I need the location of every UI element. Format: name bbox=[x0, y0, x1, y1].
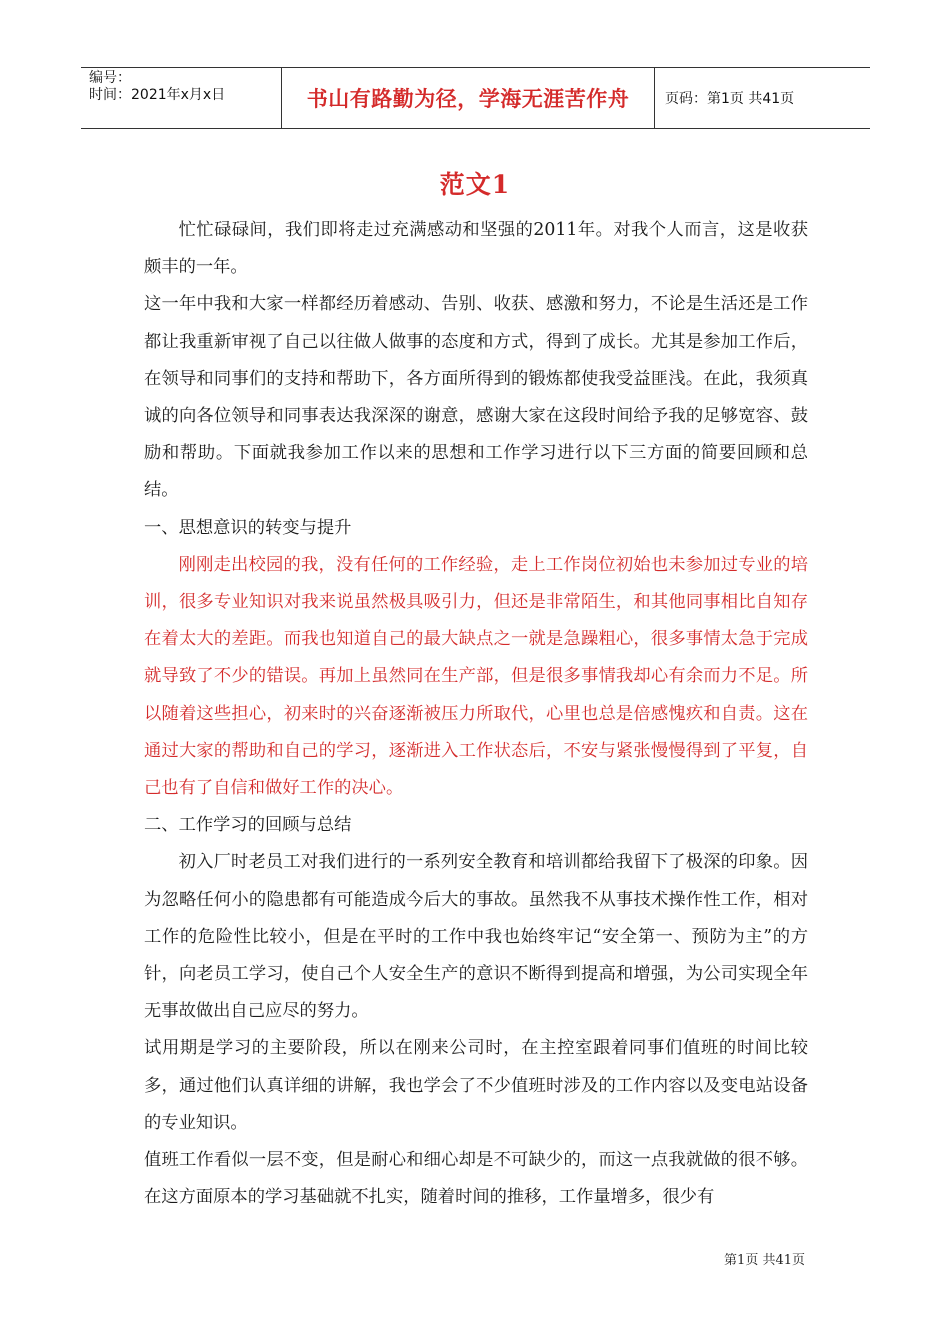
header-meta-cell bbox=[81, 68, 282, 128]
document-title: 范文1 bbox=[439, 170, 511, 199]
section-heading-1: 一、思想意识的转变与提升 bbox=[144, 517, 352, 538]
header-number-label: 编号： bbox=[89, 70, 131, 86]
paragraph-safety: 初入厂时老员工对我们进行的一系列安全教育和培训都给我留下了极深的印象。因为忽略任何小的隐患都有可能造成今后大的事故。虽然我不从事技术操作性工作，相对工作的危险性比较小，但是在平时的工作中我也始终牢记“安全第一、预防为主”的方针，向老员工学习，使自己个人安全生产的意识不断得到提高和增强，为公司实现全年无事故做出自己应尽的努力。 bbox=[144, 852, 808, 1022]
paragraph-mindset-red: 刚刚走出校园的我，没有任何的工作经验，走上工作岗位初始也未参加过专业的培训，很多专业知识对我来说虽然极具吸引力，但还是非常陌生，和其他同事相比自知存在着太大的差距。而我也知道自己的最大缺点之一就是急躁粗心，很多事情太急于完成就导致了不少的错误。再加上虽然同在生产部，但是很多事情我却心有余而力不足。所以随着这些担心，初来时的兴奋逐渐被压力所取代，心里也总是倍感愧疚和自责。这在通过大家的帮助和自己的学习，逐渐进入工作状态后，不安与紧张慢慢得到了平复，自己也有了自信和做好工作的决心。 bbox=[144, 554, 808, 799]
section-heading-2: 二、工作学习的回顾与总结 bbox=[144, 815, 352, 836]
paragraph-year-review: 这一年中我和大家一样都经历着感动、告别、收获、感激和努力，不论是生活还是工作都让我重新审视了自己以往做人做事的态度和方式，得到了成长。尤其是参加工作后，在领导和同事们的支持和帮助下，各方面所得到的锻炼都使我受益匪浅。在此，我须真诚的向各位领导和同事表达我深深的谢意，感谢大家在这段时间给予我的足够宽容、鼓励和帮助。下面就我参加工作以来的思想和工作学习进行以下三方面的简要回顾和总结。 bbox=[144, 294, 808, 501]
header-time-label: 时间：2021年x月x日 bbox=[89, 87, 226, 103]
header-table bbox=[81, 67, 870, 129]
paragraph-intro: 忙忙碌碌间，我们即将走过充满感动和坚强的2011年。对我个人而言，这是收获颇丰的一年。 bbox=[144, 220, 808, 278]
paragraph-duty: 值班工作看似一层不变，但是耐心和细心却是不可缺少的，而这一点我就做的很不够。在这方面原本的学习基础就不扎实，随着时间的推移，工作量增多，很少有 bbox=[144, 1150, 808, 1208]
page-footer: 第1页 共41页 bbox=[724, 1253, 805, 1268]
document-body bbox=[144, 212, 808, 1216]
header-page-info: 页码：第1页 共41页 bbox=[665, 91, 795, 107]
paragraph-probation: 试用期是学习的主要阶段，所以在刚来公司时，在主控室跟着同事们值班的时间比较多，通过他们认真详细的讲解，我也学会了不少值班时涉及的工作内容以及变电站设备的专业知识。 bbox=[144, 1038, 808, 1133]
header-motto: 书山有路勤为径，学海无涯苦作舟 bbox=[282, 68, 655, 128]
